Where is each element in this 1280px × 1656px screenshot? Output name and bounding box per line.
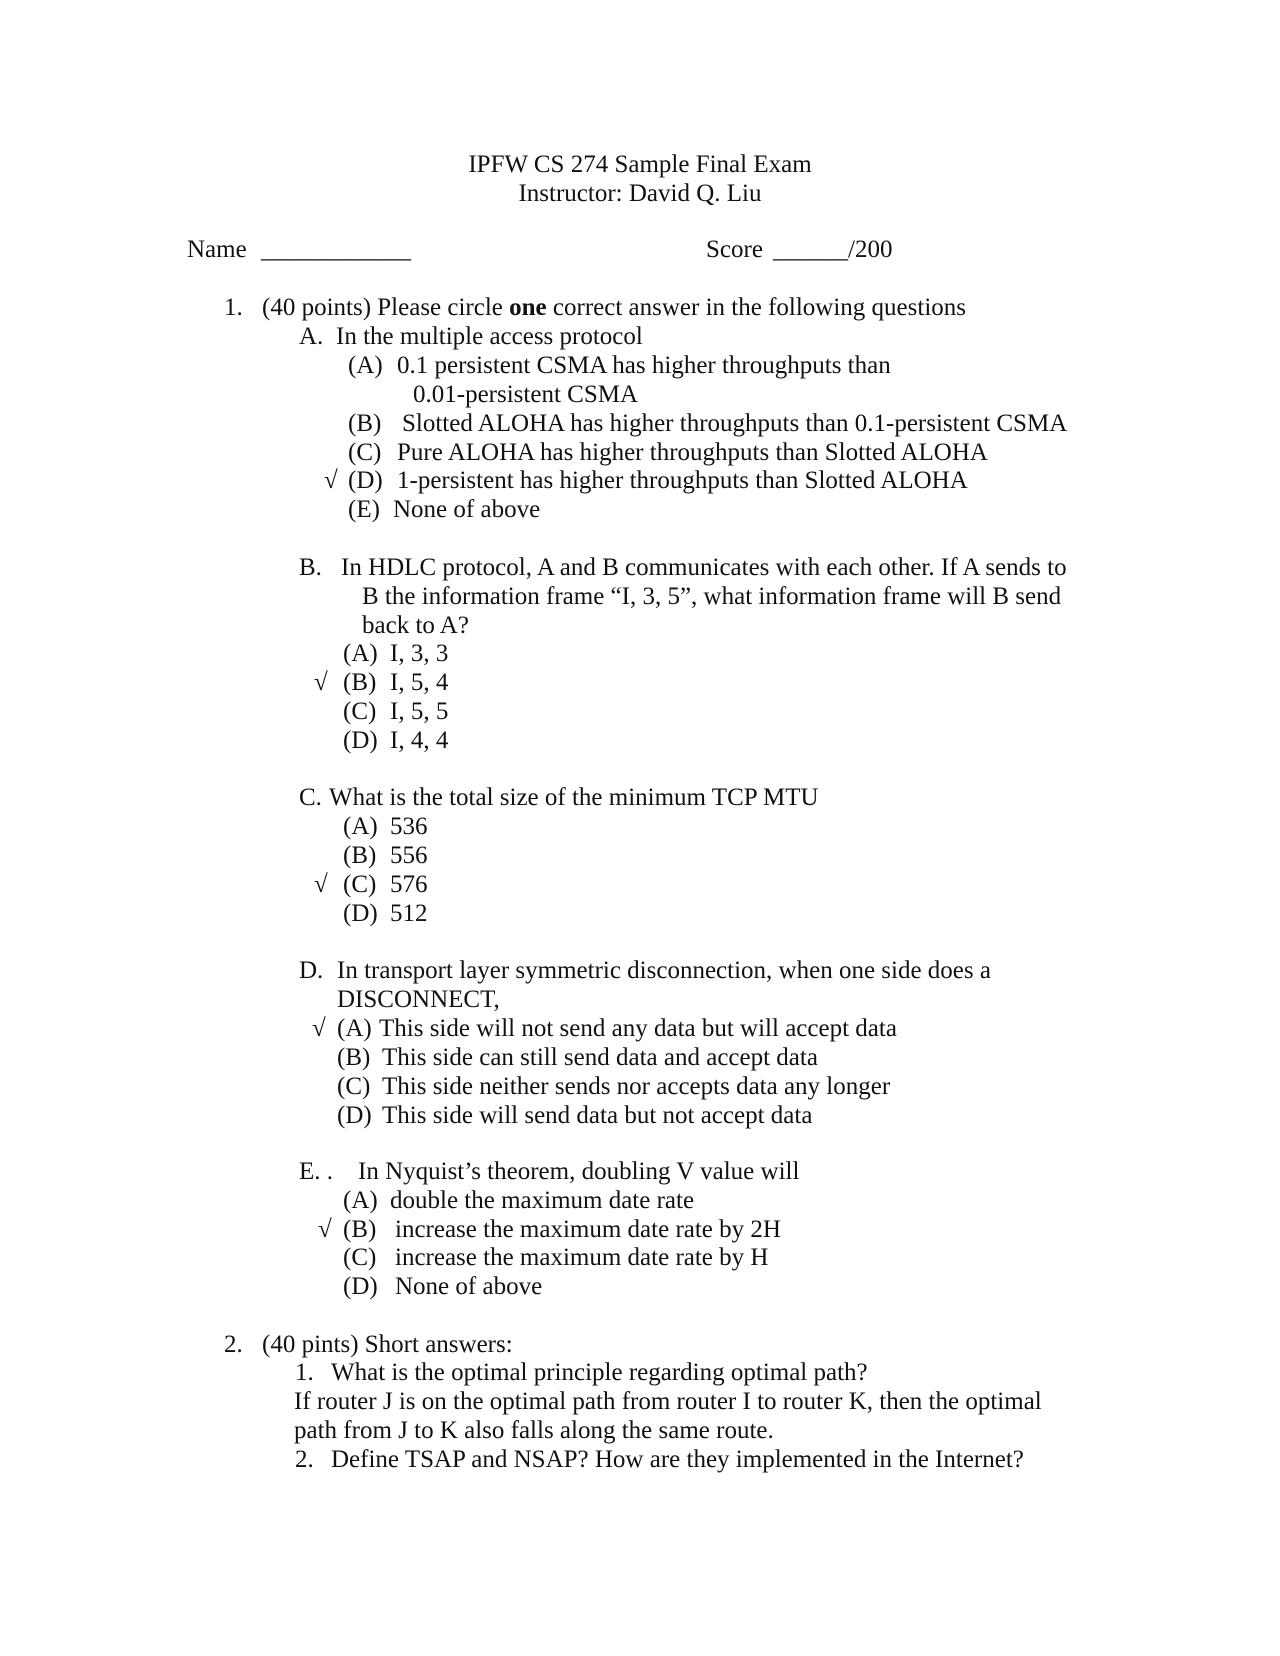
q1-number: 1. [224, 294, 243, 321]
q1c-option-letter: (A) [343, 813, 378, 840]
q1c-option-text: 576 [390, 871, 428, 898]
q1d-option-text: This side will not send any data but will accept data [379, 1015, 897, 1042]
q1b-option-letter: (A) [343, 640, 378, 667]
q1e-option-letter: (C) [343, 1244, 377, 1271]
q2-item-text: Define TSAP and NSAP? How are they implemented in the Internet? [331, 1446, 1024, 1473]
q1d-stem-line1: In transport layer symmetric disconnection, when one side does a [337, 957, 991, 984]
q1d-option-letter: (A) [337, 1015, 372, 1042]
q1a-option-letter: (E) [348, 496, 380, 523]
q1e-option-letter: (A) [343, 1187, 378, 1214]
q1d-option-text: This side will send data but not accept data [382, 1102, 813, 1129]
q1c-option-text: 556 [390, 842, 428, 869]
q1b-option-text: I, 5, 5 [390, 698, 449, 725]
q1a-option-letter: (C) [348, 439, 382, 466]
check-mark-icon: √ [324, 467, 338, 494]
q1-heading: (40 points) Please circle one correct answer in the following questions [262, 294, 966, 321]
q1d-option-letter: (B) [337, 1044, 371, 1071]
q1e-option-letter: (B) [343, 1216, 377, 1243]
q1d-option-letter: (C) [337, 1073, 371, 1100]
q1b-option-text: I, 4, 4 [390, 727, 449, 754]
q1a-label: A. [299, 323, 324, 350]
q2-item-number: 1. [295, 1359, 314, 1386]
instructor-line: Instructor: David Q. Liu [518, 180, 762, 207]
exam-title: IPFW CS 274 Sample Final Exam [468, 151, 812, 178]
q1a-option-letter: (A) [348, 352, 383, 379]
q1b-stem-line2: B the information frame “I, 3, 5”, what information frame will B send [362, 583, 1062, 610]
q1b-option-text: I, 3, 3 [390, 640, 449, 667]
q1a-stem: In the multiple access protocol [336, 323, 643, 350]
q1b-option-text: I, 5, 4 [390, 669, 449, 696]
q1a-option-text-cont: 0.01-persistent CSMA [413, 381, 638, 408]
q1b-stem-line1: In HDLC protocol, A and B communicates with each other. If A sends to [341, 554, 1067, 581]
q1a-option-text: None of above [393, 496, 541, 523]
q1d-stem-line2: DISCONNECT, [337, 986, 500, 1013]
score-blank: ______/200 [773, 236, 893, 263]
q1e-option-letter: (D) [343, 1273, 378, 1300]
q1d-option-text: This side neither sends nor accepts data any longer [382, 1073, 891, 1100]
q1c-label: C. [299, 784, 322, 811]
q1e-option-text: increase the maximum date rate by H [395, 1244, 769, 1271]
score-label: Score [706, 236, 763, 263]
q1c-option-text: 512 [390, 900, 428, 927]
q1e-option-text: increase the maximum date rate by 2H [395, 1216, 781, 1243]
q1b-option-letter: (C) [343, 698, 377, 725]
q1a-option-text: 0.1 persistent CSMA has higher throughputs than [397, 352, 891, 379]
q1a-option-letter: (B) [348, 410, 382, 437]
q2-item-text: What is the optimal principle regarding optimal path? [331, 1359, 868, 1386]
q1c-option-letter: (C) [343, 871, 377, 898]
q1c-option-text: 536 [390, 813, 428, 840]
q2-answer-line1: If router J is on the optimal path from router I to router K, then the optimal [294, 1388, 1042, 1415]
q1d-option-text: This side can still send data and accept data [382, 1044, 818, 1071]
q1b-option-letter: (D) [343, 727, 378, 754]
q1b-stem-line3: back to A? [362, 612, 469, 639]
q1c-option-letter: (D) [343, 900, 378, 927]
check-mark-icon: √ [314, 669, 328, 696]
check-mark-icon: √ [312, 1015, 326, 1042]
check-mark-icon: √ [314, 871, 328, 898]
q1e-stem: In Nyquist’s theorem, doubling V value will [358, 1158, 800, 1185]
check-mark-icon: √ [318, 1216, 332, 1243]
q1c-stem: What is the total size of the minimum TCP MTU [329, 784, 819, 811]
q1b-label: B. [299, 554, 322, 581]
name-label: Name [187, 236, 247, 263]
name-blank: ____________ [261, 236, 411, 263]
q2-heading: (40 pints) Short answers: [262, 1331, 513, 1358]
q1a-option-text: 1-persistent has higher throughputs than Slotted ALOHA [397, 467, 968, 494]
q2-item-number: 2. [295, 1446, 314, 1473]
q1e-option-text: None of above [395, 1273, 543, 1300]
q1d-label: D. [299, 957, 324, 984]
q1b-option-letter: (B) [343, 669, 377, 696]
q1d-option-letter: (D) [337, 1102, 372, 1129]
q1a-option-text: Pure ALOHA has higher throughputs than Slotted ALOHA [397, 439, 988, 466]
q1a-option-text: Slotted ALOHA has higher throughputs than 0.1-persistent CSMA [402, 410, 1068, 437]
q1e-option-text: double the maximum date rate [390, 1187, 695, 1214]
q2-number: 2. [224, 1331, 243, 1358]
q2-answer-line2: path from J to K also falls along the same route. [294, 1417, 774, 1444]
q1a-option-letter: (D) [348, 467, 383, 494]
q1c-option-letter: (B) [343, 842, 377, 869]
q1e-label: E. . [299, 1158, 334, 1185]
